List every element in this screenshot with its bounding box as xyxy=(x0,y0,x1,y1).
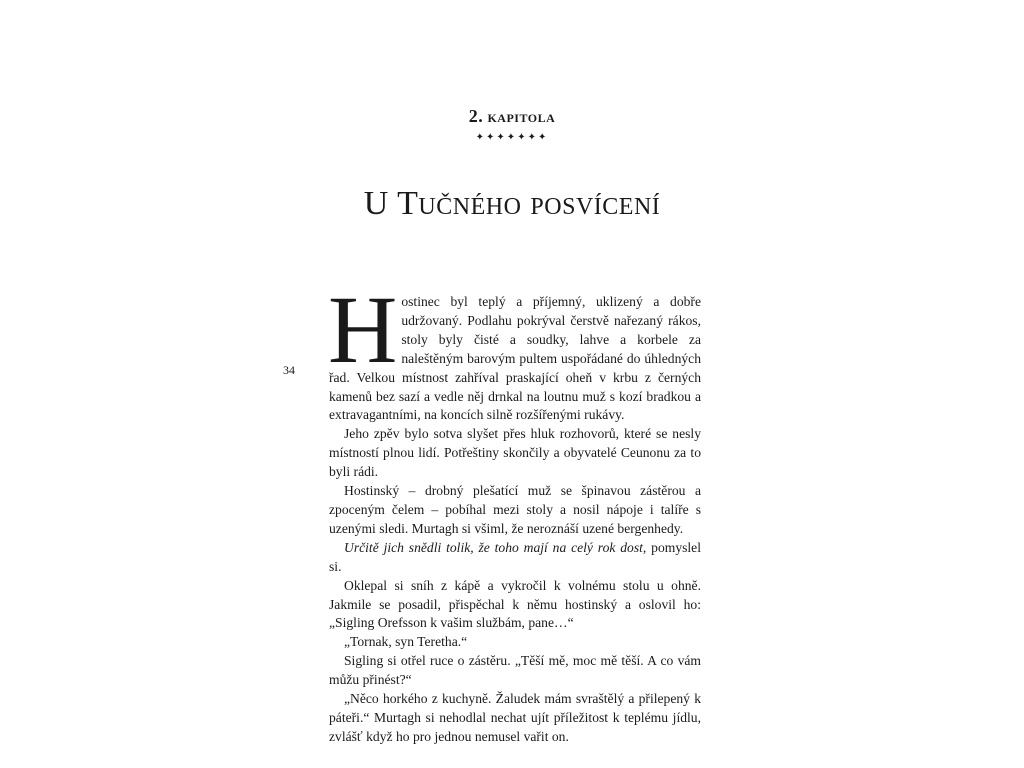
paragraph: Oklepal si sníh z kápě a vykročil k volnému stolu u ohně. Jakmile se posadil, přispěchal k němu hostinský a oslovil ho: „Sigling Orefsson k vašim službám, pane…“ xyxy=(329,577,701,631)
paragraph-text: pomyslel si. xyxy=(329,539,701,574)
chapter-label xyxy=(0,106,1024,127)
paragraph: Hostinský – drobný plešatící muž se špinavou zástěrou a zpoceným čelem – pobíhal mezi stoly a nosil nápoje i talíře s uzenými sledi. Murtagh si všiml, že neroznáší uzené bergenhedy. xyxy=(329,483,701,536)
paragraph: Jeho zpěv bylo sotva slyšet přes hluk rozhovorů, které se nesly místností plnou lidí. Potřeštiny skončily a obyvatelé Ceunonu za to byli rádi. xyxy=(329,426,701,480)
chapter-word: kapitola xyxy=(487,107,556,126)
page-number: 34 xyxy=(283,363,295,377)
drop-cap: H xyxy=(328,276,398,383)
chapter-body xyxy=(328,276,701,747)
paragraph xyxy=(328,276,701,425)
paragraph xyxy=(329,539,701,577)
italic-thought: Určitě jich snědli tolik, že toho mají na celý rok dost, xyxy=(344,539,647,555)
paragraph: „Tornak, syn Teretha.“ xyxy=(344,634,468,650)
chapter-number: 2. xyxy=(468,106,484,126)
paragraph: Sigling si otřel ruce o zástěru. „Těší mě, moc mě těší. A co vám můžu přinést?“ xyxy=(329,653,701,688)
paragraph-text: ostinec byl teplý a příjemný, uklizený a dobře udržovaný. Podlahu pokrýval čerstvě nařezaný rákos, stoly byly čisté a soudky, lahve a korbele za naleštěným barovým pultem uspořádané do úhledných řad. Velkou místnost zahříval praskající oheň v krbu z černých kamenů bez sazí a vedle něj drnkal na loutnu muž s kozí bradkou a extravagantními, na koncích silně rozšířenými rukávy. xyxy=(329,294,701,423)
chapter-title: U Tučného posvícení xyxy=(363,185,661,222)
paragraph: „Něco horkého z kuchyně. Žaludek mám svraštělý a přilepený k páteři.“ Murtagh si nehodlal nechat ujít příležitost k teplému jídlu, zvlášť když ho pro jednou nemusel vařit on. xyxy=(329,691,701,744)
ornament-divider: ✦✦✦✦✦✦✦ xyxy=(475,132,549,143)
